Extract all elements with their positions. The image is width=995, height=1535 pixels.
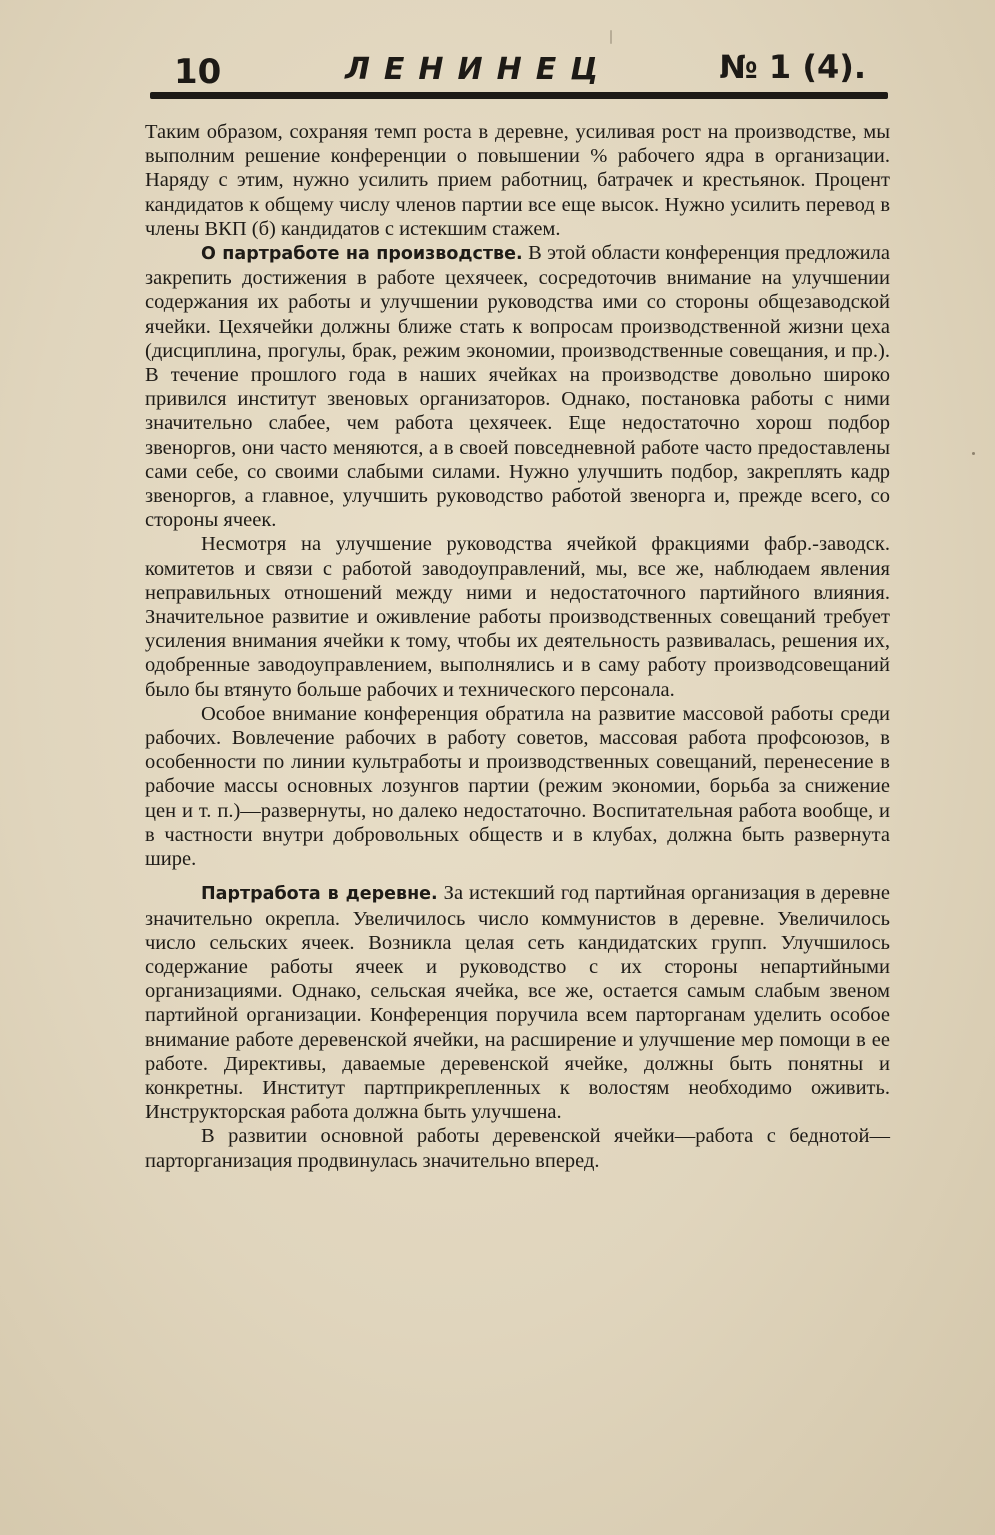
header-rule [150,92,888,99]
paper-speck [610,30,612,44]
paragraph-text: В развитии основной работы деревенской ячейки—работа с беднотой—парторганизация продвинулась значительно вперед. [145,1125,890,1172]
issue-number: № 1 (4). [719,48,866,86]
paragraph-text: Несмотря на улучшение руководства ячейкой фракциями фабр.-заводск. комитетов и связи с работой заводоуправлений, мы, все же, наблюдаем явления неправильных отношений между ними и недостаточного партийного влияния. Значительное развитие и оживление работы производственных совещаний требует усиления внимания ячейки к тому, чтобы их деятельность развивалась, решения их, одобренные заводоуправлением, выполнялись и в саму работу производсовещаний было бы втянуто больше рабочих и технического персонала. [145,533,890,701]
page-number: 10 [174,52,222,92]
paragraph [145,1124,890,1172]
paper-speck [972,452,975,455]
paragraph [145,702,890,871]
article-body [145,120,890,1173]
paragraph [145,532,890,701]
newspaper-title: ЛЕНИНЕЦ [345,52,613,87]
paragraph [145,120,890,241]
paragraph [145,881,890,1124]
paragraph-text: Таким образом, сохраняя темп роста в деревне, усиливая рост на производстве, мы выполним решение конференции о повышении % рабочего ядра в организации. Наряду с этим, нужно усилить прием работниц, батрачек и крестьянок. Процент кандидатов к общему числу членов партии все еще высок. Нужно усилить перевод в члены ВКП (б) кандидатов с истекшим стажем. [145,121,890,240]
section-heading: Партработа в деревне. [201,884,438,905]
paragraph [145,241,890,532]
section-heading: О партработе на производстве. [201,244,523,265]
paragraph-text: Особое внимание конференция обратила на развитие массовой работы среди рабочих. Вовлечение рабочих в работу советов, массовая работа профсоюзов, в особенности по линии культработы и производственных совещаний, перенесение в рабочие массы основных лозунгов партии (режим экономии, борьба за снижение цен и т. п.)—развернуты, но далеко недостаточно. Воспитательная работа вообще, и в частности внутри добровольных обществ и в клубах, должна быть развернута шире. [145,702,890,871]
paragraph-text: В этой области конференция предложила закрепить достижения в работе цехячеек, сосредоточив внимание на улучшении содержания их работы и улучшении руководства ими со стороны общезаводской ячейки. Цехячейки должны ближе стать к вопросам производственной жизни цеха (дисциплина, прогулы, брак, режим экономии, производственные совещания, и пр.). В течение прошлого года в наших ячейках на производстве довольно широко привился институт звеновых организаторов. Однако, постановка работы с ними значительно слабее, чем работа цехячеек. Еще недостаточно хорош подбор звеноргов, они часто меняются, а в своей повседневной работе часто предоставлены сами себе, со своими слабыми силами. Нужно улучшить подбор, закреплять кадр звеноргов, а главное, улучшить руководство работой звенорга и, прежде всего, со стороны ячеек. [145,242,890,532]
paragraph-text: За истекший год партийная организация в деревне значительно окрепла. Увеличилось число коммунистов в деревне. Увеличилось число сельских ячеек. Возникла целая сеть кандидатских групп. Улучшилось содержание работы ячеек и руководство с их стороны непартийными организациями. Однако, сельская ячейка, все же, остается самым слабым звеном партийной организации. Конференция поручила всем парторганам уделить особое внимание работе деревенской ячейки, на расширение и улучшение мер помощи в ее работе. Директивы, даваемые деревенской ячейке, должны быть понятны и конкретны. Институт партприкрепленных к волостям необходимо оживить. Инструкторская работа должна быть улучшена. [145,882,890,1124]
